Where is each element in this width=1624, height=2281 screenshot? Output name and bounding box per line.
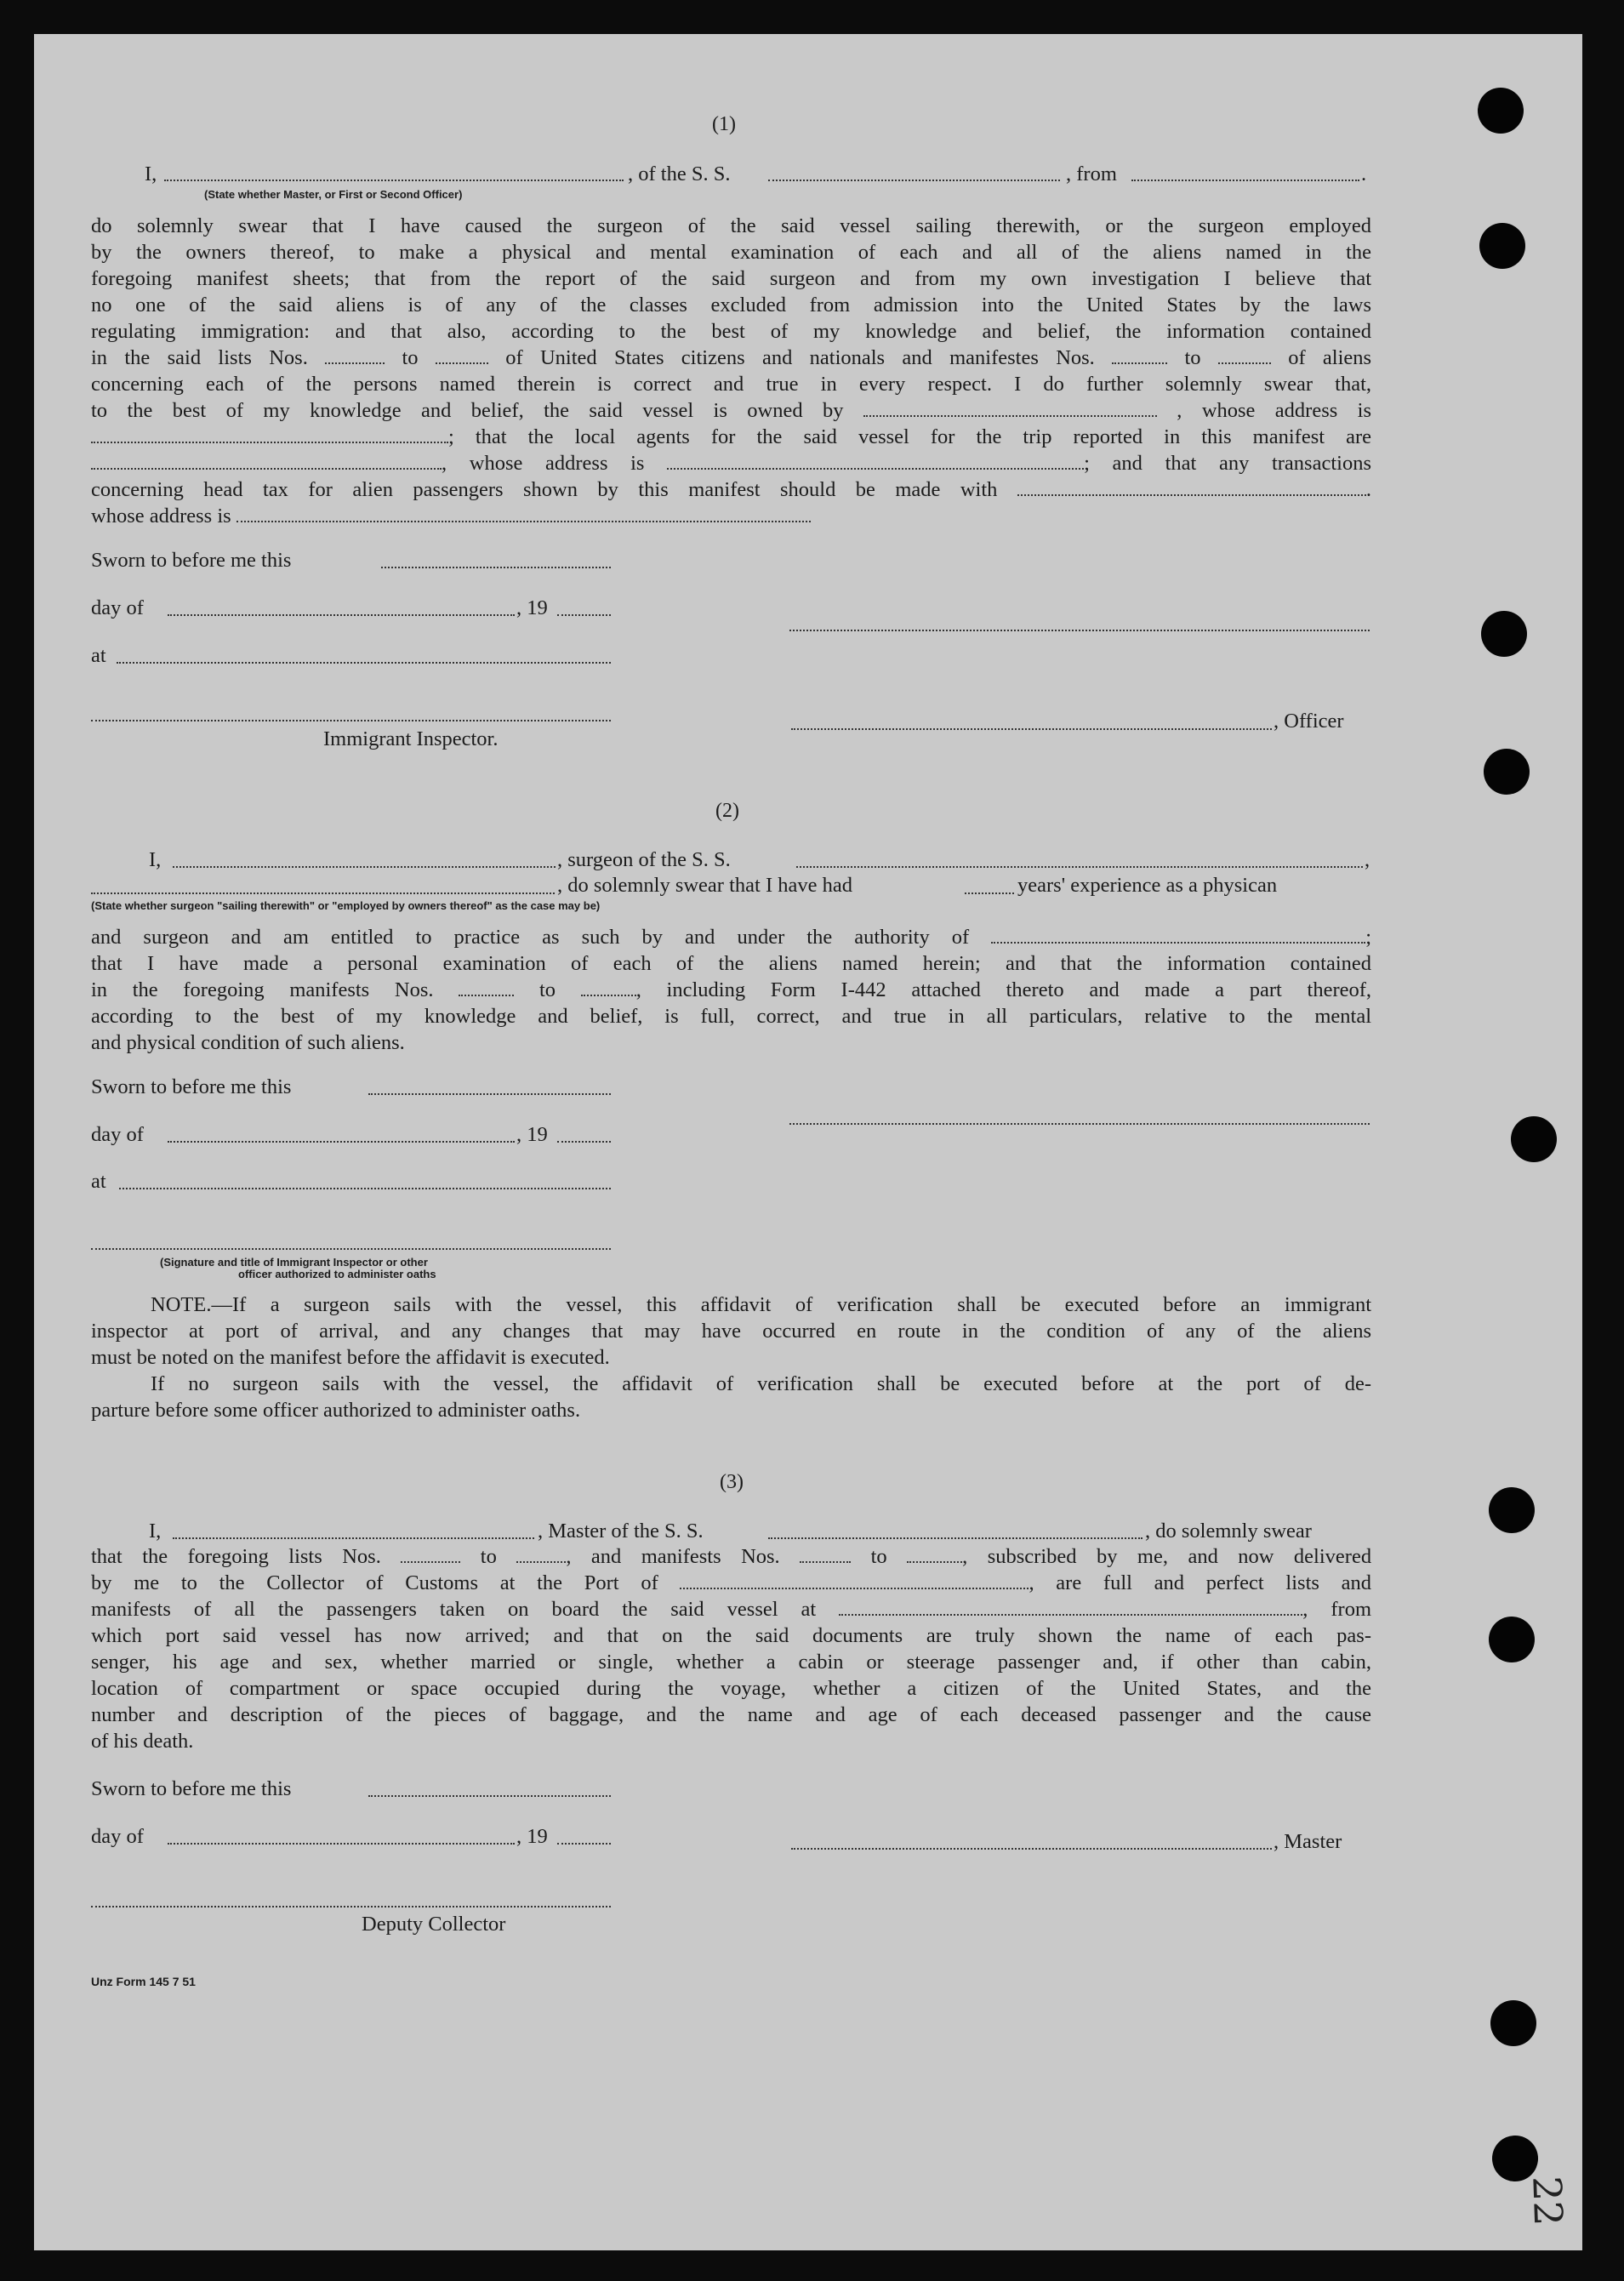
s1-line-9: ; that the local agents for the said vessel for the trip reported in this manifest are bbox=[91, 424, 1371, 450]
s1-line-3: foregoing manifest sheets; that from the report of the said surgeon and from my own investigation I believe that bbox=[91, 267, 1371, 290]
s1-sworn-label: Sworn to before me this bbox=[91, 549, 292, 572]
s1-lists-to-field[interactable] bbox=[436, 345, 488, 364]
s2-signature-caption-1: (Signature and title of Immigrant Inspector or other bbox=[160, 1256, 428, 1269]
section-3-number: (3) bbox=[720, 1471, 744, 1493]
s2-comma: , bbox=[1365, 848, 1370, 871]
note-line-1: NOTE.—If a surgeon sails with the vessel, this affidavit of verification shall be executed before an immigrant bbox=[151, 1293, 1371, 1316]
s2-line-5: in the foregoing manifests Nos. to , including Form I-442 attached thereto and made a part thereof, bbox=[91, 978, 1372, 1001]
s3-day-of-label: day of bbox=[91, 1825, 144, 1848]
s1-head-tax-agent-field[interactable] bbox=[1017, 477, 1366, 496]
punch-hole-5 bbox=[1511, 1116, 1557, 1162]
s3-sworn-label: Sworn to before me this bbox=[91, 1777, 292, 1800]
s3-year-field[interactable] bbox=[557, 1843, 611, 1845]
s1-officer-signature-line[interactable] bbox=[791, 728, 1272, 730]
s3-i-label: I, bbox=[149, 1520, 162, 1543]
s1-officer-caption: (State whether Master, or First or Second Officer) bbox=[204, 188, 463, 201]
s1-line-12: whose address is bbox=[91, 503, 1371, 529]
s1-lists-from-field[interactable] bbox=[325, 345, 385, 364]
s2-surgeon-name-field[interactable] bbox=[173, 866, 556, 868]
s3-line-5: which port said vessel has now arrived; and that on the said documents are truly shown the name of each pas- bbox=[91, 1624, 1371, 1647]
s1-signature-line[interactable] bbox=[789, 630, 1370, 631]
section-2-number: (2) bbox=[715, 800, 739, 822]
s1-oath-paragraph bbox=[91, 213, 1371, 529]
s1-i-label: I, bbox=[145, 163, 157, 185]
punch-hole-3 bbox=[1481, 611, 1527, 657]
s2-day-of-label: day of bbox=[91, 1123, 144, 1146]
s1-line-4: no one of the said aliens is of any of the classes excluded from admission into the United States by the laws bbox=[91, 294, 1371, 316]
s2-inspector-signature-line[interactable] bbox=[91, 1248, 611, 1250]
s3-line-9: of his death. bbox=[91, 1730, 194, 1753]
s1-sworn-day-field[interactable] bbox=[381, 567, 611, 568]
s3-deputy-signature-line[interactable] bbox=[91, 1906, 611, 1907]
s1-vessel-name-field[interactable] bbox=[768, 180, 1060, 181]
s1-head-tax-address-field[interactable] bbox=[236, 504, 811, 522]
s2-signature-line[interactable] bbox=[789, 1123, 1370, 1125]
punch-hole-9 bbox=[1492, 2136, 1538, 2181]
s1-line-5: regulating immigration: and that also, according to the best of my knowledge and belief, the information contained bbox=[91, 320, 1371, 343]
section-1-number: (1) bbox=[712, 113, 736, 135]
s3-port-field[interactable] bbox=[680, 1571, 1029, 1589]
s2-i-label: I, bbox=[149, 848, 162, 871]
s3-swear-label: , do solemnly swear bbox=[1145, 1520, 1312, 1543]
s3-sworn-day-field[interactable] bbox=[368, 1795, 611, 1797]
s2-years-field[interactable] bbox=[965, 892, 1014, 894]
s3-line-2: that the foregoing lists Nos. to , and manifests Nos. to , subscribed by me, and now delivered bbox=[91, 1545, 1372, 1568]
s2-year-field[interactable] bbox=[557, 1141, 611, 1143]
s1-month-field[interactable] bbox=[168, 614, 515, 616]
s3-master-signature-line[interactable] bbox=[791, 1848, 1272, 1850]
s1-line-10: , whose address is ; and that any transactions bbox=[91, 450, 1371, 476]
s1-manifests-to-field[interactable] bbox=[1218, 345, 1271, 364]
note-line-3: must be noted on the manifest before the affidavit is executed. bbox=[91, 1346, 610, 1369]
s2-authority-field[interactable] bbox=[991, 925, 1365, 944]
s3-manifests-from-field[interactable] bbox=[800, 1544, 851, 1563]
s2-surgeon-type-caption: (State whether surgeon "sailing therewith" or "employed by owners thereof" as the case may be) bbox=[91, 899, 601, 912]
s1-officer-name-field[interactable] bbox=[164, 180, 624, 181]
s1-agents-address-field[interactable] bbox=[667, 451, 1084, 470]
s3-oath-paragraph bbox=[91, 1543, 1371, 1754]
s3-deputy-label: Deputy Collector bbox=[362, 1913, 506, 1936]
s2-years-label: years' experience as a physican bbox=[1017, 874, 1278, 897]
note-line-4: If no surgeon sails with the vessel, the affidavit of verification shall be executed before at the port of de- bbox=[151, 1372, 1371, 1395]
form-number: Unz Form 145 7 51 bbox=[91, 1975, 196, 1988]
s3-line-7: location of compartment or space occupied during the voyage, whether a citizen of the United States, and the bbox=[91, 1677, 1371, 1700]
s1-at-label: at bbox=[91, 644, 106, 667]
note-line-5: parture before some officer authorized to administer oaths. bbox=[91, 1399, 581, 1422]
s3-boarding-port-field[interactable] bbox=[839, 1597, 1302, 1616]
s2-manifests-to-field[interactable] bbox=[581, 978, 636, 996]
s1-at-field[interactable] bbox=[117, 662, 611, 664]
s1-line-2: by the owners thereof, to make a physical and mental examination of each and all of the aliens named in the bbox=[91, 241, 1371, 264]
s1-of-ss-label: , of the S. S. bbox=[628, 163, 731, 185]
s1-local-agents-field[interactable] bbox=[91, 451, 442, 470]
s3-line-4: manifests of all the passengers taken on board the said vessel at , from bbox=[91, 1598, 1372, 1621]
s1-officer-label: , Officer bbox=[1274, 710, 1344, 733]
s2-note-paragraph bbox=[91, 1292, 1371, 1423]
s3-master-label: , Master bbox=[1274, 1830, 1342, 1853]
s1-from-port-field[interactable] bbox=[1131, 180, 1359, 181]
s2-line-3: and surgeon and am entitled to practice as such by and under the authority of ; bbox=[91, 926, 1372, 949]
s3-master-name-field[interactable] bbox=[173, 1537, 534, 1539]
s2-year-label: , 19 bbox=[516, 1123, 548, 1146]
s1-year-field[interactable] bbox=[557, 614, 611, 616]
s3-manifests-to-field[interactable] bbox=[907, 1544, 962, 1563]
s3-month-field[interactable] bbox=[168, 1843, 515, 1845]
s3-line-6: senger, his age and sex, whether married or single, whether a cabin or steerage passenger and, if other than cabin, bbox=[91, 1651, 1371, 1674]
s1-line-6: in the said lists Nos. to of United States citizens and nationals and manifestes Nos. to of aliens bbox=[91, 346, 1372, 369]
s1-year-label: , 19 bbox=[516, 596, 548, 619]
s3-vessel-name-field[interactable] bbox=[768, 1537, 1142, 1539]
s3-lists-to-field[interactable] bbox=[516, 1544, 566, 1563]
s2-line-7: and physical condition of such aliens. bbox=[91, 1031, 405, 1054]
punch-hole-7 bbox=[1489, 1617, 1535, 1662]
s2-line-6: according to the best of my knowledge and belief, is full, correct, and true in all particulars, relative to the mental bbox=[91, 1005, 1371, 1028]
s1-line-11: concerning head tax for alien passengers shown by this manifest should be made with . bbox=[91, 478, 1372, 501]
s3-line-3: by me to the Collector of Customs at the Port of , are full and perfect lists and bbox=[91, 1571, 1372, 1594]
s2-at-label: at bbox=[91, 1170, 106, 1193]
punch-hole-1 bbox=[1478, 88, 1524, 134]
s2-sworn-day-field[interactable] bbox=[368, 1093, 611, 1095]
s2-line-4: that I have made a personal examination of each of the aliens named herein; and that the information contained bbox=[91, 952, 1371, 975]
s3-line-8: number and description of the pieces of baggage, and the name and age of each deceased passenger and the cause bbox=[91, 1703, 1371, 1726]
punch-hole-4 bbox=[1484, 749, 1530, 795]
s2-at-field[interactable] bbox=[119, 1188, 611, 1189]
s2-manifests-from-field[interactable] bbox=[459, 978, 514, 996]
handwritten-page-number: 22 bbox=[1524, 2175, 1572, 2227]
s1-line-7: concerning each of the persons named therein is correct and true in every respect. I do further solemnly swear that, bbox=[91, 373, 1371, 396]
s2-swear-label: , do solemnly swear that I have had bbox=[557, 874, 852, 897]
s2-surgeon-of-label: , surgeon of the S. S. bbox=[557, 848, 731, 871]
s1-inspector-label: Immigrant Inspector. bbox=[323, 727, 499, 750]
s2-signature-caption-2: officer authorized to administer oaths bbox=[238, 1268, 436, 1280]
s2-month-field[interactable] bbox=[168, 1141, 515, 1143]
s3-year-label: , 19 bbox=[516, 1825, 548, 1848]
s1-manifests-from-field[interactable] bbox=[1112, 345, 1167, 364]
s1-inspector-signature-line[interactable] bbox=[91, 720, 611, 721]
s1-line-8: to the best of my knowledge and belief, the said vessel is owned by , whose address is bbox=[91, 399, 1372, 422]
s2-surgeon-type-field[interactable] bbox=[91, 892, 555, 894]
punch-hole-2 bbox=[1479, 223, 1525, 269]
punch-hole-8 bbox=[1490, 2000, 1536, 2046]
s1-day-of-label: day of bbox=[91, 596, 144, 619]
s1-owner-address-field[interactable] bbox=[91, 425, 448, 443]
note-line-2: inspector at port of arrival, and any changes that may have occurred en route in the condition of any of the aliens bbox=[91, 1320, 1371, 1343]
s2-vessel-name-field[interactable] bbox=[796, 866, 1363, 868]
s1-period: . bbox=[1361, 163, 1367, 185]
s2-oath-paragraph bbox=[91, 924, 1371, 1056]
punch-hole-6 bbox=[1489, 1487, 1535, 1533]
s3-lists-from-field[interactable] bbox=[401, 1544, 460, 1563]
s3-master-of-label: , Master of the S. S. bbox=[538, 1520, 704, 1543]
s1-line-1: do solemnly swear that I have caused the surgeon of the said vessel sailing therewith, or the surgeon employed bbox=[91, 214, 1371, 237]
s2-sworn-label: Sworn to before me this bbox=[91, 1075, 292, 1098]
s1-owner-field[interactable] bbox=[863, 398, 1157, 417]
s1-from-label: , from bbox=[1066, 163, 1117, 185]
